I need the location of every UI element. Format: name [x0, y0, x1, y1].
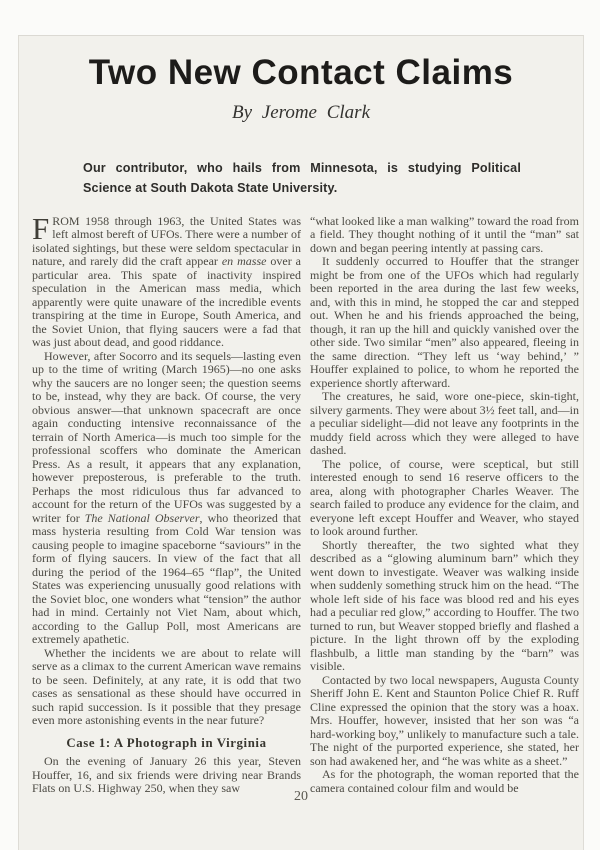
article-title: Two New Contact Claims	[88, 53, 514, 92]
page-number: 20	[294, 789, 308, 804]
article-paragraph: “what looked like a man walking” toward the road from a field. They thought nothing of it until the “man” sat down and began peering intently at passing cars.	[310, 213, 579, 255]
article-paragraph: FROM 1958 through 1963, the United States was left almost bereft of UFOs. There were a number of isolated sightings, but these were seldom spectacular in nature, and rarely did the craft appear en masse over a particular area. This spate of inactivity inspired speculation in the American mass media, which apparently were quite unaware of the incredible events transpiring at the time in Europe, South America, and the Soviet Union, that flying saucers were a fad that was just about dead, and good riddance.	[32, 210, 301, 350]
article-paragraph: On the evening of January 26 this year, Steven Houffer, 16, and six friends were driving near Brands Flats on U.S. Highway 250, when they saw	[32, 754, 301, 796]
drop-cap: F	[32, 210, 50, 246]
article-paragraph: It suddenly occurred to Houffer that the stranger might be from one of the UFOs which had regularly been reported in the area during the last few weeks, and, with this in mind, he stopped the car and stepped out. When he and his friends approached the being, though, it ran up the hill and quickly vanished over the other side. Two similar “men” also appeared, fleeing in the same direction. “They left us ‘way behind,’ ” Houffer explained to police, to whom he reported the experience shortly afterward.	[310, 254, 579, 390]
case-heading: Case 1: A Photograph in Virginia	[66, 735, 267, 750]
article-byline: By Jerome Clark	[231, 102, 371, 123]
article-paragraph: However, after Socorro and its sequels—lasting even up to the time of writing (March 1965)—no one asks why the saucers are no longer seen; the question seems to be, instead, why they are back. Of course, the very obvious answer—that unknown spacecraft are once again conducting intensive reconnaissance of the terrain of North America—is much too simple for the professional scoffers who dominate the American Press. As a result, it appears that any explanation, however preposterous, is preferable to the truth. Perhaps the most ridiculous thus far advanced to account for the return of the UFOs was suggested by a writer for The National Observer, who theorized that mass hysteria resulting from Cold War tension was causing people to imagine spaceborne “saviours” in the form of flying saucers. In view of the fact that all during the period of the 1964–65 “flap”, the United States was experiencing unusually good relations with the Soviet bloc, one wonders what “tension” the author had in mind. Certainly not Viet Nam, about which, according to the Gallup Poll, most Americans are extremely apathetic.	[32, 348, 301, 647]
article-body	[32, 210, 579, 796]
magazine-page	[18, 35, 584, 850]
article-paragraph: Whether the incidents we are about to relate will serve as a climax to the current American wave remains to be seen. Definitely, at any rate, it is odd that two cases as sensational as these should have occurred in such rapid succession. Is it possible that they presage even more astonishing events in the near future?	[32, 645, 301, 728]
article-paragraph: The police, of course, were sceptical, but still interested enough to send 16 reserve officers to the area, along with photographer Charles Weaver. The search failed to produce any evidence for the claim, and everyone left except Houffer and Weaver, who stayed to look around further.	[310, 456, 579, 539]
article-paragraph: Shortly thereafter, the two sighted what they described as a “glowing aluminum barn” which they went down to investigate. Weaver was walking inside when suddenly something struck him on the head. “The whole left side of his face was blood red and his eyes had a peculiar red glow,” according to Houffer. The two turned to run, but Weaver stopped briefly and flashed a picture. In the light thrown off by the exploding flashbulb, a little man standing by the “barn” was visible.	[310, 537, 579, 674]
right-column	[310, 215, 579, 796]
article-paragraph: The creatures, he said, wore one-piece, skin-tight, silvery garments. They were about 3½ feet tall, and—in a peculiar sidelight—did not leave any footprints in the muddy field across which they were alleged to have dashed.	[310, 389, 579, 458]
left-column	[32, 210, 301, 796]
contributor-note: Our contributor, who hails from Minnesota, is studying Political Science at South Dakota State University.	[83, 161, 521, 196]
article-paragraph: As for the photograph, the woman reported that the camera contained colour film and would be	[310, 767, 579, 795]
article-paragraph: Contacted by two local newspapers, Augusta County Sheriff John E. Kent and Staunton Police Chief R. Ruff Cline expressed the opinion that the story was a hoax. Mrs. Houffer, however, insisted that her son was “a hard-working boy,” unlikely to manufacture such a tale. The night of the purported experience, she stated, her son had awakened her, and “he was white as a sheet.”	[310, 672, 579, 768]
